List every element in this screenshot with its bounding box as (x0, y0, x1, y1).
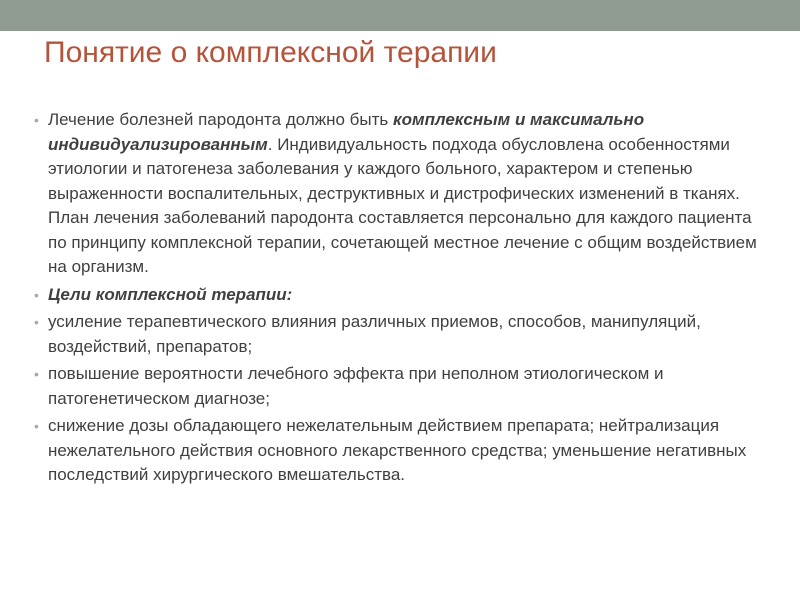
slide-content (34, 108, 774, 491)
bullet-item-goal-3 (34, 414, 774, 488)
bullet-text: усиление терапевтического влияния различных приемов, способов, манипуляций, воздействий, препаратов; (48, 312, 701, 356)
bullet-text-emphasis: Цели комплексной терапии: (48, 284, 293, 304)
bullet-marker-icon: • (34, 366, 39, 382)
bullet-text-emphasis: комплексным и максимально индивидуализированным (48, 110, 645, 154)
bullet-item-goals-heading (34, 283, 774, 308)
bullet-item-goal-2 (34, 362, 774, 411)
bullet-text-part: Лечение болезней пародонта должно быть (48, 110, 394, 129)
bullet-item-intro (34, 108, 774, 280)
bullet-marker-icon: • (34, 112, 39, 128)
bullet-text-part: . Индивидуальность подхода обусловлена особенностями этиологии и патогенеза заболевания у каждого больного, характером и степенью выраженности воспалительных, деструктивных и дистрофических изменений в тканях. План лечения заболеваний пародонта составляется персонально для каждого пациента по принципу комплексной терапии, сочетающей местное лечение с общим воздействием на организм. (48, 134, 757, 276)
slide-title: Понятие о комплексной терапии (44, 36, 497, 69)
bullet-marker-icon: • (34, 418, 39, 434)
top-bar (0, 0, 800, 31)
bullet-text (48, 110, 757, 276)
bullet-item-goal-1 (34, 310, 774, 359)
bullet-marker-icon: • (34, 286, 39, 303)
bullet-marker-icon: • (34, 314, 39, 330)
bullet-text: снижение дозы обладающего нежелательным действием препарата; нейтрализация нежелательного действия основного лекарственного средства; уменьшение негативных последствий хирургического вмешательства. (48, 416, 747, 484)
bullet-text: повышение вероятности лечебного эффекта при неполном этиологическом и патогенетическом диагнозе; (48, 364, 664, 408)
